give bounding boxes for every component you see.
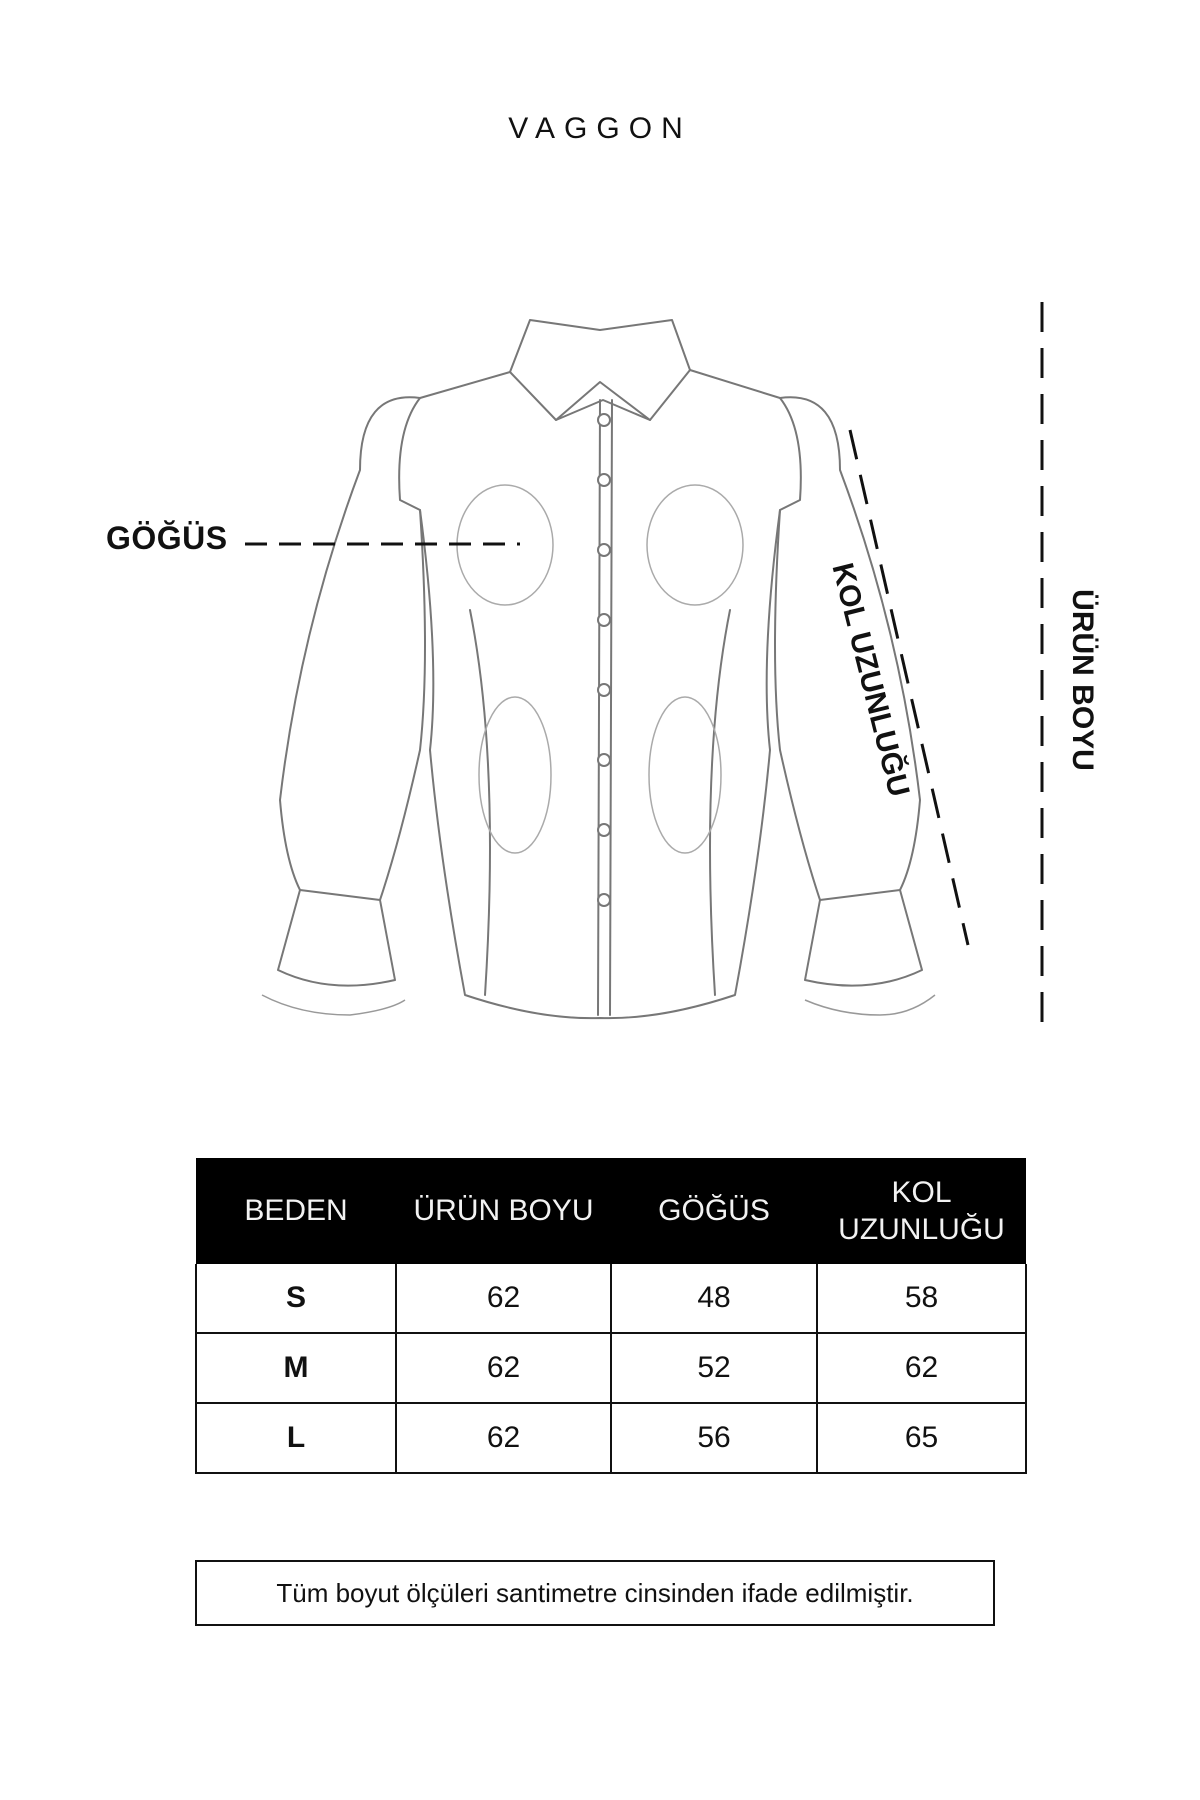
size-cell: S	[196, 1264, 396, 1333]
product-length-label: ÜRÜN BOYU	[1066, 589, 1099, 771]
table-header-row	[196, 1158, 1026, 1264]
chest-label: GÖĞÜS	[106, 520, 228, 556]
table-row	[196, 1264, 1026, 1333]
product-length-cell: 62	[396, 1403, 611, 1473]
header-chest: GÖĞÜS	[611, 1158, 817, 1264]
shirt-illustration	[0, 280, 1200, 1040]
size-chart-table	[195, 1158, 1027, 1474]
sleeve-length-label: KOL UZUNLUĞU	[825, 559, 916, 801]
header-product-length: ÜRÜN BOYU	[396, 1158, 611, 1264]
table-row	[196, 1333, 1026, 1403]
chest-cell: 48	[611, 1264, 817, 1333]
header-sleeve-length: KOL UZUNLUĞU	[817, 1158, 1026, 1264]
product-length-cell: 62	[396, 1333, 611, 1403]
product-length-cell: 62	[396, 1264, 611, 1333]
sleeve-length-cell: 58	[817, 1264, 1026, 1333]
brand-logo: VAGGON	[508, 112, 692, 145]
measurement-unit-note: Tüm boyut ölçüleri santimetre cinsinden ifade edilmiştir.	[195, 1560, 995, 1626]
size-cell: L	[196, 1403, 396, 1473]
header-size: BEDEN	[196, 1158, 396, 1264]
chest-cell: 56	[611, 1403, 817, 1473]
sleeve-length-cell: 62	[817, 1333, 1026, 1403]
chest-cell: 52	[611, 1333, 817, 1403]
sleeve-length-cell: 65	[817, 1403, 1026, 1473]
size-cell: M	[196, 1333, 396, 1403]
table-row	[196, 1403, 1026, 1473]
